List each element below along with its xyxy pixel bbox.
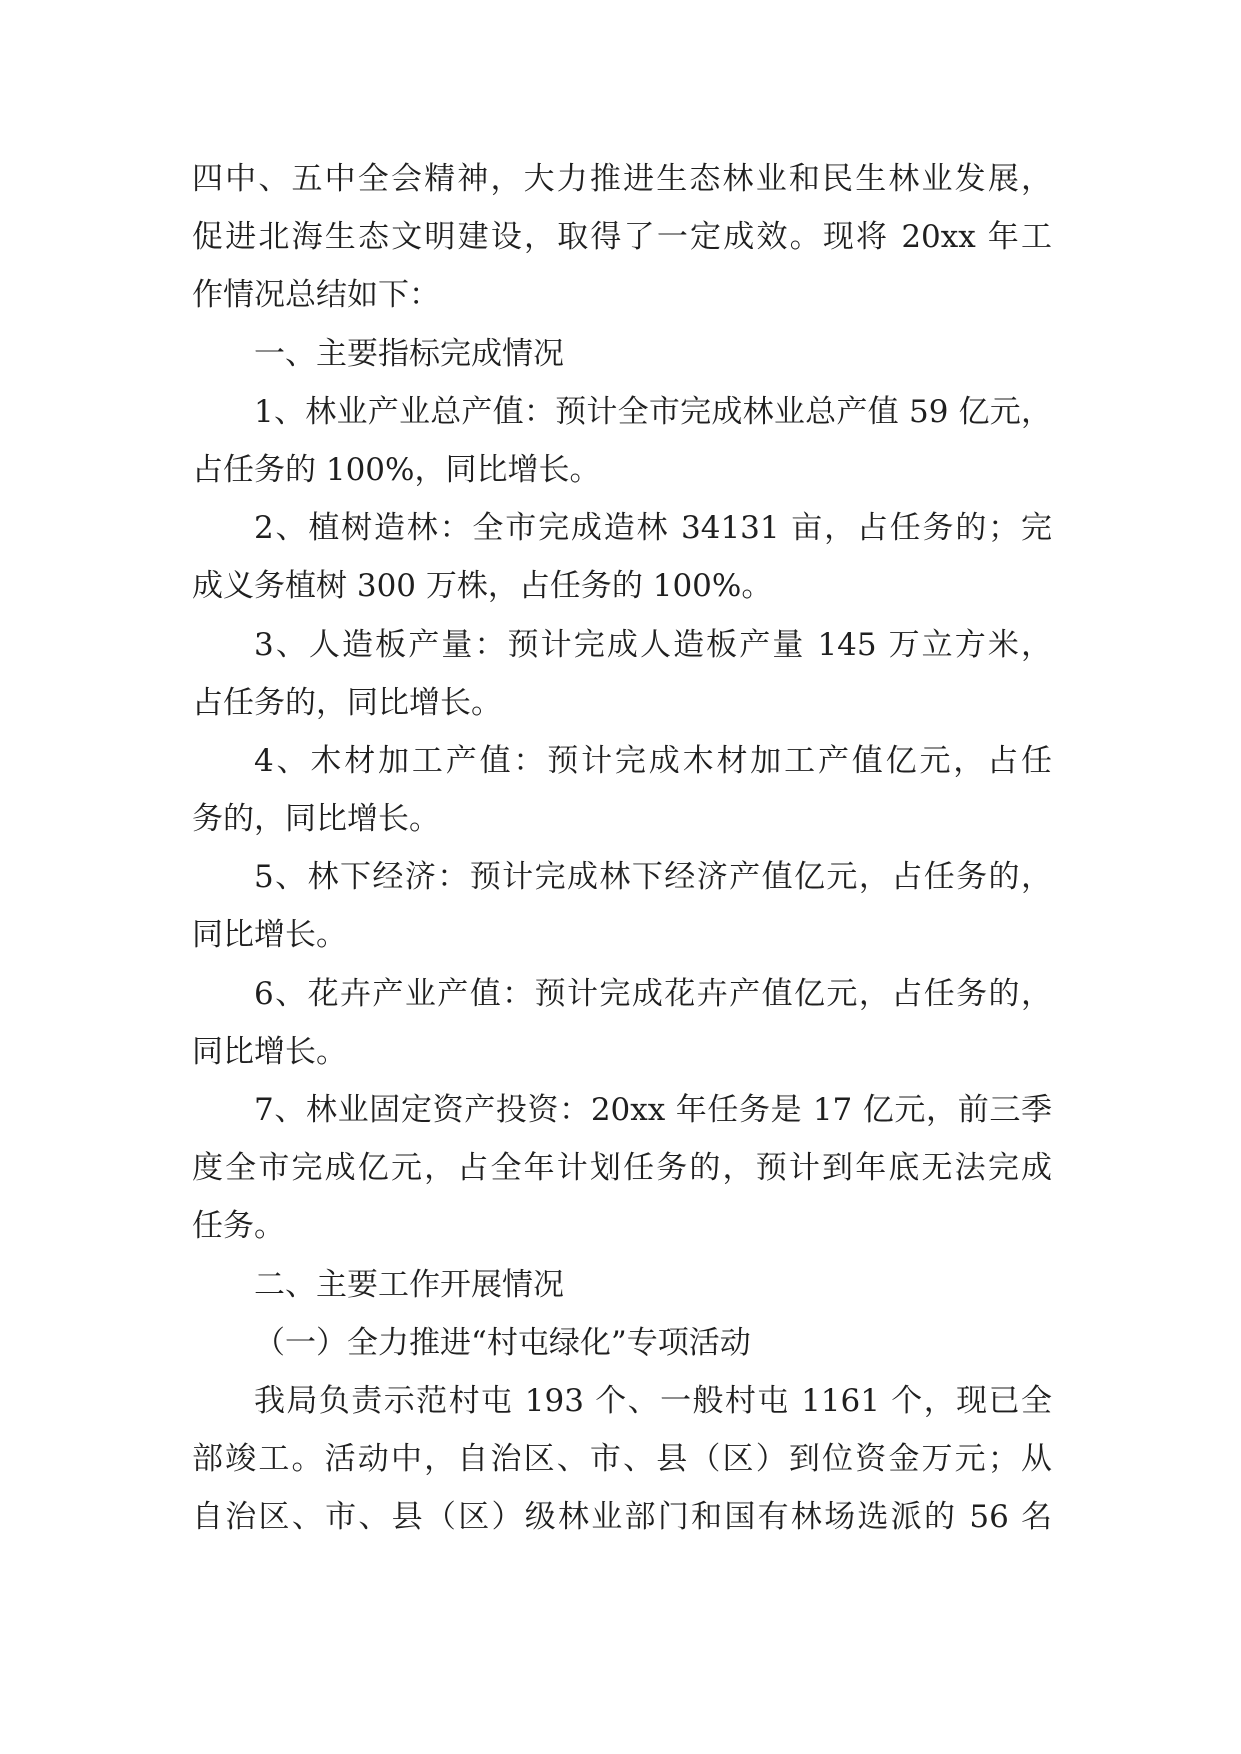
document-body: [192, 150, 1052, 1547]
list-item-line: 1、林业产业总产值：预计全市完成林业总产值 59 亿元，: [254, 393, 1052, 430]
body-line: 促进北海生态文明建设，取得了一定成效。现将 20xx 年工: [192, 219, 1052, 256]
list-item-line: 务的，同比增长。: [192, 801, 440, 838]
list-item-line: 4、木材加工产值：预计完成木材加工产值亿元，占任: [254, 742, 1052, 779]
subsection-heading: （一）全力推进“村屯绿化”专项活动: [254, 1324, 751, 1361]
list-item-line: 3、人造板产量：预计完成人造板产量 145 万立方米，: [254, 626, 1052, 663]
body-line: 部竣工。活动中，自治区、市、县（区）到位资金万元；从: [192, 1441, 1052, 1478]
section-heading: 二、主要工作开展情况: [254, 1266, 564, 1303]
body-line: 我局负责示范村屯 193 个、一般村屯 1161 个，现已全: [254, 1382, 1052, 1419]
body-line: 自治区、市、县（区）级林业部门和国有林场选派的 56 名: [192, 1499, 1052, 1536]
list-item-line: 同比增长。: [192, 1033, 347, 1070]
list-item-line: 同比增长。: [192, 917, 347, 954]
list-item-line: 成义务植树 300 万株，占任务的 100%。: [192, 568, 773, 605]
list-item-line: 占任务的 100%，同比增长。: [192, 451, 601, 488]
list-item-line: 度全市完成亿元，占全年计划任务的，预计到年底无法完成: [192, 1150, 1052, 1187]
list-item-line: 7、林业固定资产投资：20xx 年任务是 17 亿元，前三季: [254, 1092, 1052, 1128]
body-line: 四中、五中全会精神，大力推进生态林业和民生林业发展，: [192, 161, 1052, 197]
list-item-line: 5、林下经济：预计完成林下经济产值亿元，占任务的，: [254, 859, 1052, 896]
list-item-line: 占任务的，同比增长。: [192, 684, 502, 721]
list-item-line: 任务。: [192, 1208, 285, 1245]
section-heading: 一、主要指标完成情况: [254, 335, 564, 372]
list-item-line: 2、植树造林：全市完成造林 34131 亩，占任务的；完: [254, 510, 1052, 547]
body-line: 作情况总结如下：: [192, 277, 440, 314]
list-item-line: 6、花卉产业产值：预计完成花卉产值亿元，占任务的，: [254, 975, 1052, 1012]
